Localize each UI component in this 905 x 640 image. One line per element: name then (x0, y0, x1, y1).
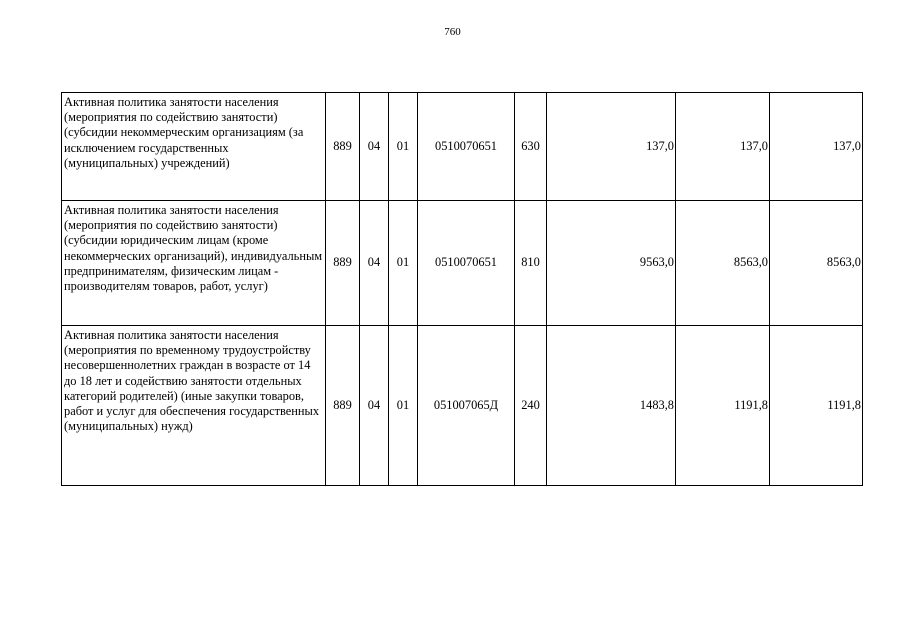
table-row (62, 326, 863, 486)
target-article-code: 0510070651 (418, 93, 515, 201)
row-description: Активная политика занятости населения (мероприятия по содействию занятости) (субсидии юридическим лицам (кроме некоммерческих организаций), индивидуальным предпринимателям, физическим лицам - производителям товаров, работ, услуг) (62, 201, 326, 326)
amount-year-3: 8563,0 (770, 201, 863, 326)
section-code: 04 (360, 326, 389, 486)
target-article-code: 051007065Д (418, 326, 515, 486)
amount-year-1: 1483,8 (547, 326, 676, 486)
section-code: 04 (360, 93, 389, 201)
expense-type-code: 810 (515, 201, 547, 326)
expense-type-code: 630 (515, 93, 547, 201)
table-row (62, 93, 863, 201)
expense-type-code: 240 (515, 326, 547, 486)
ministry-code: 889 (326, 201, 360, 326)
target-article-code: 0510070651 (418, 201, 515, 326)
amount-year-2: 137,0 (676, 93, 770, 201)
table-row (62, 201, 863, 326)
amount-year-2: 1191,8 (676, 326, 770, 486)
row-description: Активная политика занятости населения (мероприятия по содействию занятости) (субсидии некоммерческим организациям (за исключением государственных (муниципальных) учреждений) (62, 93, 326, 201)
amount-year-3: 1191,8 (770, 326, 863, 486)
row-description: Активная политика занятости населения (мероприятия по временному трудоустройству несовершеннолетних граждан в возрасте от 14 до 18 лет и содействию занятости отдельных категорий родителей) (иные закупки товаров, работ и услуг для обеспечения государственных (муниципальных) нужд) (62, 326, 326, 486)
page-number: 760 (444, 26, 461, 38)
subsection-code: 01 (389, 201, 418, 326)
ministry-code: 889 (326, 93, 360, 201)
subsection-code: 01 (389, 93, 418, 201)
amount-year-2: 8563,0 (676, 201, 770, 326)
section-code: 04 (360, 201, 389, 326)
amount-year-1: 9563,0 (547, 201, 676, 326)
subsection-code: 01 (389, 326, 418, 486)
amount-year-1: 137,0 (547, 93, 676, 201)
ministry-code: 889 (326, 326, 360, 486)
budget-table (61, 92, 863, 486)
amount-year-3: 137,0 (770, 93, 863, 201)
